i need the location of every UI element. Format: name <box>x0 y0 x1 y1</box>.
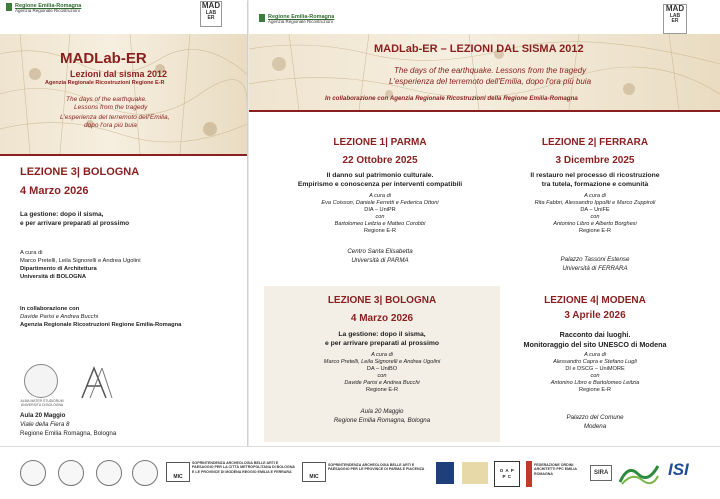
lesson-1-heading: LEZIONE 1| PARMA <box>333 137 427 148</box>
left-curated-label: A cura di <box>20 250 43 256</box>
lesson-3-credit-4: con <box>377 373 387 379</box>
lesson-3-venue-2: Regione Emilia Romagna, Bologna <box>333 417 431 424</box>
left-lesson-date: 4 Marzo 2026 <box>20 185 89 197</box>
lesson-4-venue-1: Palazzo del Comune <box>566 414 624 421</box>
lesson-1-credit-1: A cura di <box>369 193 391 199</box>
footer-soprintendenza-2: SOPRINTENDENZA ARCHEOLOGIA BELLE ARTI E PAESAGGIO PER LE PROVINCE DI PARMA E PIACENZA <box>328 463 425 472</box>
oappc-text: O A P P C <box>499 467 515 479</box>
footer-green-swirl-logo-icon <box>618 462 660 486</box>
lesson-3-credit-5: Davide Parisi e Andrea Bucchi <box>344 380 420 386</box>
right-tagline-it: L'esperienza del terremoto dell'Emilia, dopo l'ora più buia <box>389 77 592 86</box>
right-collab: In collaborazione con Agenzia Regionale Ricostruzioni della Regione Emilia-Romagna <box>325 95 578 102</box>
footer-seal-4-icon <box>132 460 158 486</box>
regione-logo-icon <box>6 3 12 11</box>
lesson-2-date: 3 Dicembre 2025 <box>555 155 635 166</box>
right-tagline-en: The days of the earthquake. Lessons from the tragedy <box>394 66 587 75</box>
lesson-2-topic-1: Il restauro nel processo di ricostruzione <box>530 172 660 179</box>
left-collab-label: In collaborazione con <box>20 306 80 312</box>
lesson-1-topic-1: Il danno sul patrimonio culturale. <box>326 172 434 179</box>
right-poster-panel <box>249 0 720 498</box>
lesson-3-credit-1: A cura di <box>371 352 393 358</box>
lesson-4-credit-5: Antonino Libro e Bartolomeo Leitzia <box>550 380 640 386</box>
lesson-2-credit-2: Rita Fabbri, Alessandro Ippoliti e Marco Zuppiroli <box>534 200 656 206</box>
architecture-dept-logo-icon <box>78 364 114 400</box>
lesson-4-credit-4: con <box>590 373 600 379</box>
lesson-2-credit-1: A cura di <box>584 193 606 199</box>
left-tagline-it-1: L'esperienza del terremoto dell'Emilia, <box>60 114 170 121</box>
lesson-1-date: 22 Ottobre 2025 <box>342 155 418 166</box>
left-collab-people: Davide Parisi e Andrea Bucchi <box>20 314 99 320</box>
footer-soprintendenza-1: SOPRINTENDENZA ARCHEOLOGIA BELLE ARTI E PAESAGGIO PER LA CITTÀ METROPOLITANA DI BOLOGNA E LE PROVINCE DI MODENA REGGIO EMILIA E FERRARA <box>192 461 295 474</box>
left-department: Dipartimento di Architettura <box>20 266 97 272</box>
brand-name-right: Regione Emilia-Romagna <box>268 14 335 20</box>
footer-blue-emblem-icon <box>436 462 454 484</box>
lesson-4-heading: LEZIONE 4| MODENA <box>544 295 646 306</box>
left-tagline-it-2: dopo l'ora più buia <box>84 122 137 129</box>
footer-mic-logo-2 <box>302 462 326 482</box>
left-map-band <box>0 34 247 154</box>
lesson-1-topic-2: Empirismo e conoscenza per interventi compatibili <box>297 181 463 188</box>
regione-logo-icon <box>259 14 265 22</box>
brand-agency: Agenzia Regionale Ricostruzioni <box>15 8 80 14</box>
right-band-divider <box>249 110 720 112</box>
lesson-4-credit-1: A cura di <box>584 352 606 358</box>
lesson-4-topic-2: Monitoraggio del sito UNESCO di Modena <box>523 340 667 349</box>
footer-sira-logo: SIRA <box>590 465 612 481</box>
left-collab-org: Agenzia Regionale Ricostruzioni Regione Emilia-Romagna <box>20 322 182 328</box>
left-title: MADLab-ER <box>60 50 147 67</box>
footer-seal-1-icon <box>20 460 46 486</box>
footer-mic-logo-1 <box>166 462 190 482</box>
left-tagline-en-1: The days of the earthquake. <box>66 96 147 103</box>
lesson-3-venue-1: Aula 20 Maggio <box>360 408 404 415</box>
left-venue-place: Regione Emilia Romagna, Bologna <box>20 430 117 437</box>
right-title: MADLab-ER – LEZIONI DAL SISMA 2012 <box>374 43 584 55</box>
left-tagline-en-2: Lessons from the tragedy <box>74 104 148 111</box>
lesson-2-credit-6: Regione E-R <box>578 228 612 234</box>
university-seal-text: ALMA MATER STUDIORUM UNIVERSITÀ DI BOLOGNA <box>20 399 64 408</box>
footer-isi-logo: ISI <box>668 460 689 479</box>
lesson-2-topic-2: tra tutela, formazione e comunità <box>541 181 649 188</box>
footer-gold-emblem-icon <box>462 462 488 484</box>
mic-text-2: MIC <box>302 462 326 482</box>
right-map-band <box>249 34 720 110</box>
mic-text-1: MIC <box>166 462 190 482</box>
lesson-3-credit-6: Regione E-R <box>365 387 399 393</box>
left-topic-2: e per arrivare preparati al prossimo <box>20 220 130 227</box>
left-university: Università di BOLOGNA <box>20 274 87 280</box>
left-curators: Marco Pretelli, Leila Signorelli e Andrea Ugolini <box>20 258 141 264</box>
lesson-4-venue-2: Modena <box>583 423 607 430</box>
lesson-2-credit-5: Antonino Libro e Alberto Borghesi <box>553 221 637 227</box>
lesson-2-venue-2: Università di FERRARA <box>562 265 628 272</box>
left-poster-panel <box>0 0 247 498</box>
lesson-2-credit-3: DA – UniFE <box>580 207 610 213</box>
madlab-logo: MAD LAB ER <box>200 1 222 27</box>
left-topic-1: La gestione: dopo il sisma, <box>20 211 104 218</box>
lesson-2-heading: LEZIONE 2| FERRARA <box>541 137 649 148</box>
lesson-4-credit-3: DI e DSCG – UniMORE <box>565 366 625 372</box>
footer-seal-3-icon <box>96 460 122 486</box>
lesson-2-venue-1: Palazzo Tassoni Estense <box>560 256 630 263</box>
lesson-1-venue-2: Università di PARMA <box>351 257 409 264</box>
lesson-2-credit-4: con <box>590 214 600 220</box>
lesson-1-venue-1: Centro Santa Elisabetta <box>347 248 413 255</box>
lesson-1-credit-2: Eva Coisson, Daniele Ferretti e Federica Ottoni <box>321 200 439 206</box>
footer-federazione: FEDERAZIONE ORDINI ARCHITETTI PPC EMILIA ROMAGNA <box>534 463 577 476</box>
lesson-4-topic-1: Racconto dai luoghi. <box>559 330 631 339</box>
lesson-4-credit-6: Regione E-R <box>578 387 612 393</box>
footer-oappc-logo <box>494 461 520 487</box>
left-band-divider <box>0 154 247 156</box>
university-seal-icon <box>24 364 58 398</box>
lesson-3-heading: LEZIONE 3| BOLOGNA <box>327 295 437 306</box>
lesson-3-date: 4 Marzo 2026 <box>350 313 414 324</box>
brand-agency-right: Agenzia Regionale Ricostruzioni <box>268 19 333 25</box>
left-venue-street: Viale della Fiera 8 <box>20 421 70 428</box>
lesson-1-credit-3: DIA – UniPR <box>364 207 396 213</box>
lesson-3-credit-2: Marco Pretelli, Leila Signorelli e Andrea Ugolini <box>323 359 441 365</box>
lesson-3-credit-3: DA – UniBO <box>366 366 398 372</box>
left-lesson-heading: LEZIONE 3| BOLOGNA <box>20 166 140 178</box>
lesson-3-topic-1: La gestione: dopo il sisma, <box>338 331 426 338</box>
left-subtitle: Lezioni dal sisma 2012 <box>70 69 168 79</box>
madlab-logo-right: MAD LAB ER <box>663 4 687 34</box>
lesson-1-credit-4: con <box>375 214 385 220</box>
brand-name: Regione Emilia-Romagna <box>15 3 82 9</box>
left-agency-line: Agenzia Regionale Ricostruzioni Regione E-R <box>45 80 165 86</box>
regione-brand-right <box>259 14 334 25</box>
lesson-4-date: 3 Aprile 2026 <box>564 310 626 321</box>
regione-brand <box>6 3 81 14</box>
lesson-3-topic-2: e per arrivare preparati al prossimo <box>324 340 440 347</box>
footer-federazione-bar-icon <box>526 461 532 487</box>
lesson-4-credit-2: Alessandro Capra e Stefano Lugli <box>553 359 637 365</box>
lesson-1-credit-5: Bartolomeo Leitzia e Matteo Corobbi <box>334 221 426 227</box>
left-venue-room: Aula 20 Maggio <box>20 412 66 419</box>
footer-seal-2-icon <box>58 460 84 486</box>
lesson-1-credit-6: Regione E-R <box>363 228 397 234</box>
